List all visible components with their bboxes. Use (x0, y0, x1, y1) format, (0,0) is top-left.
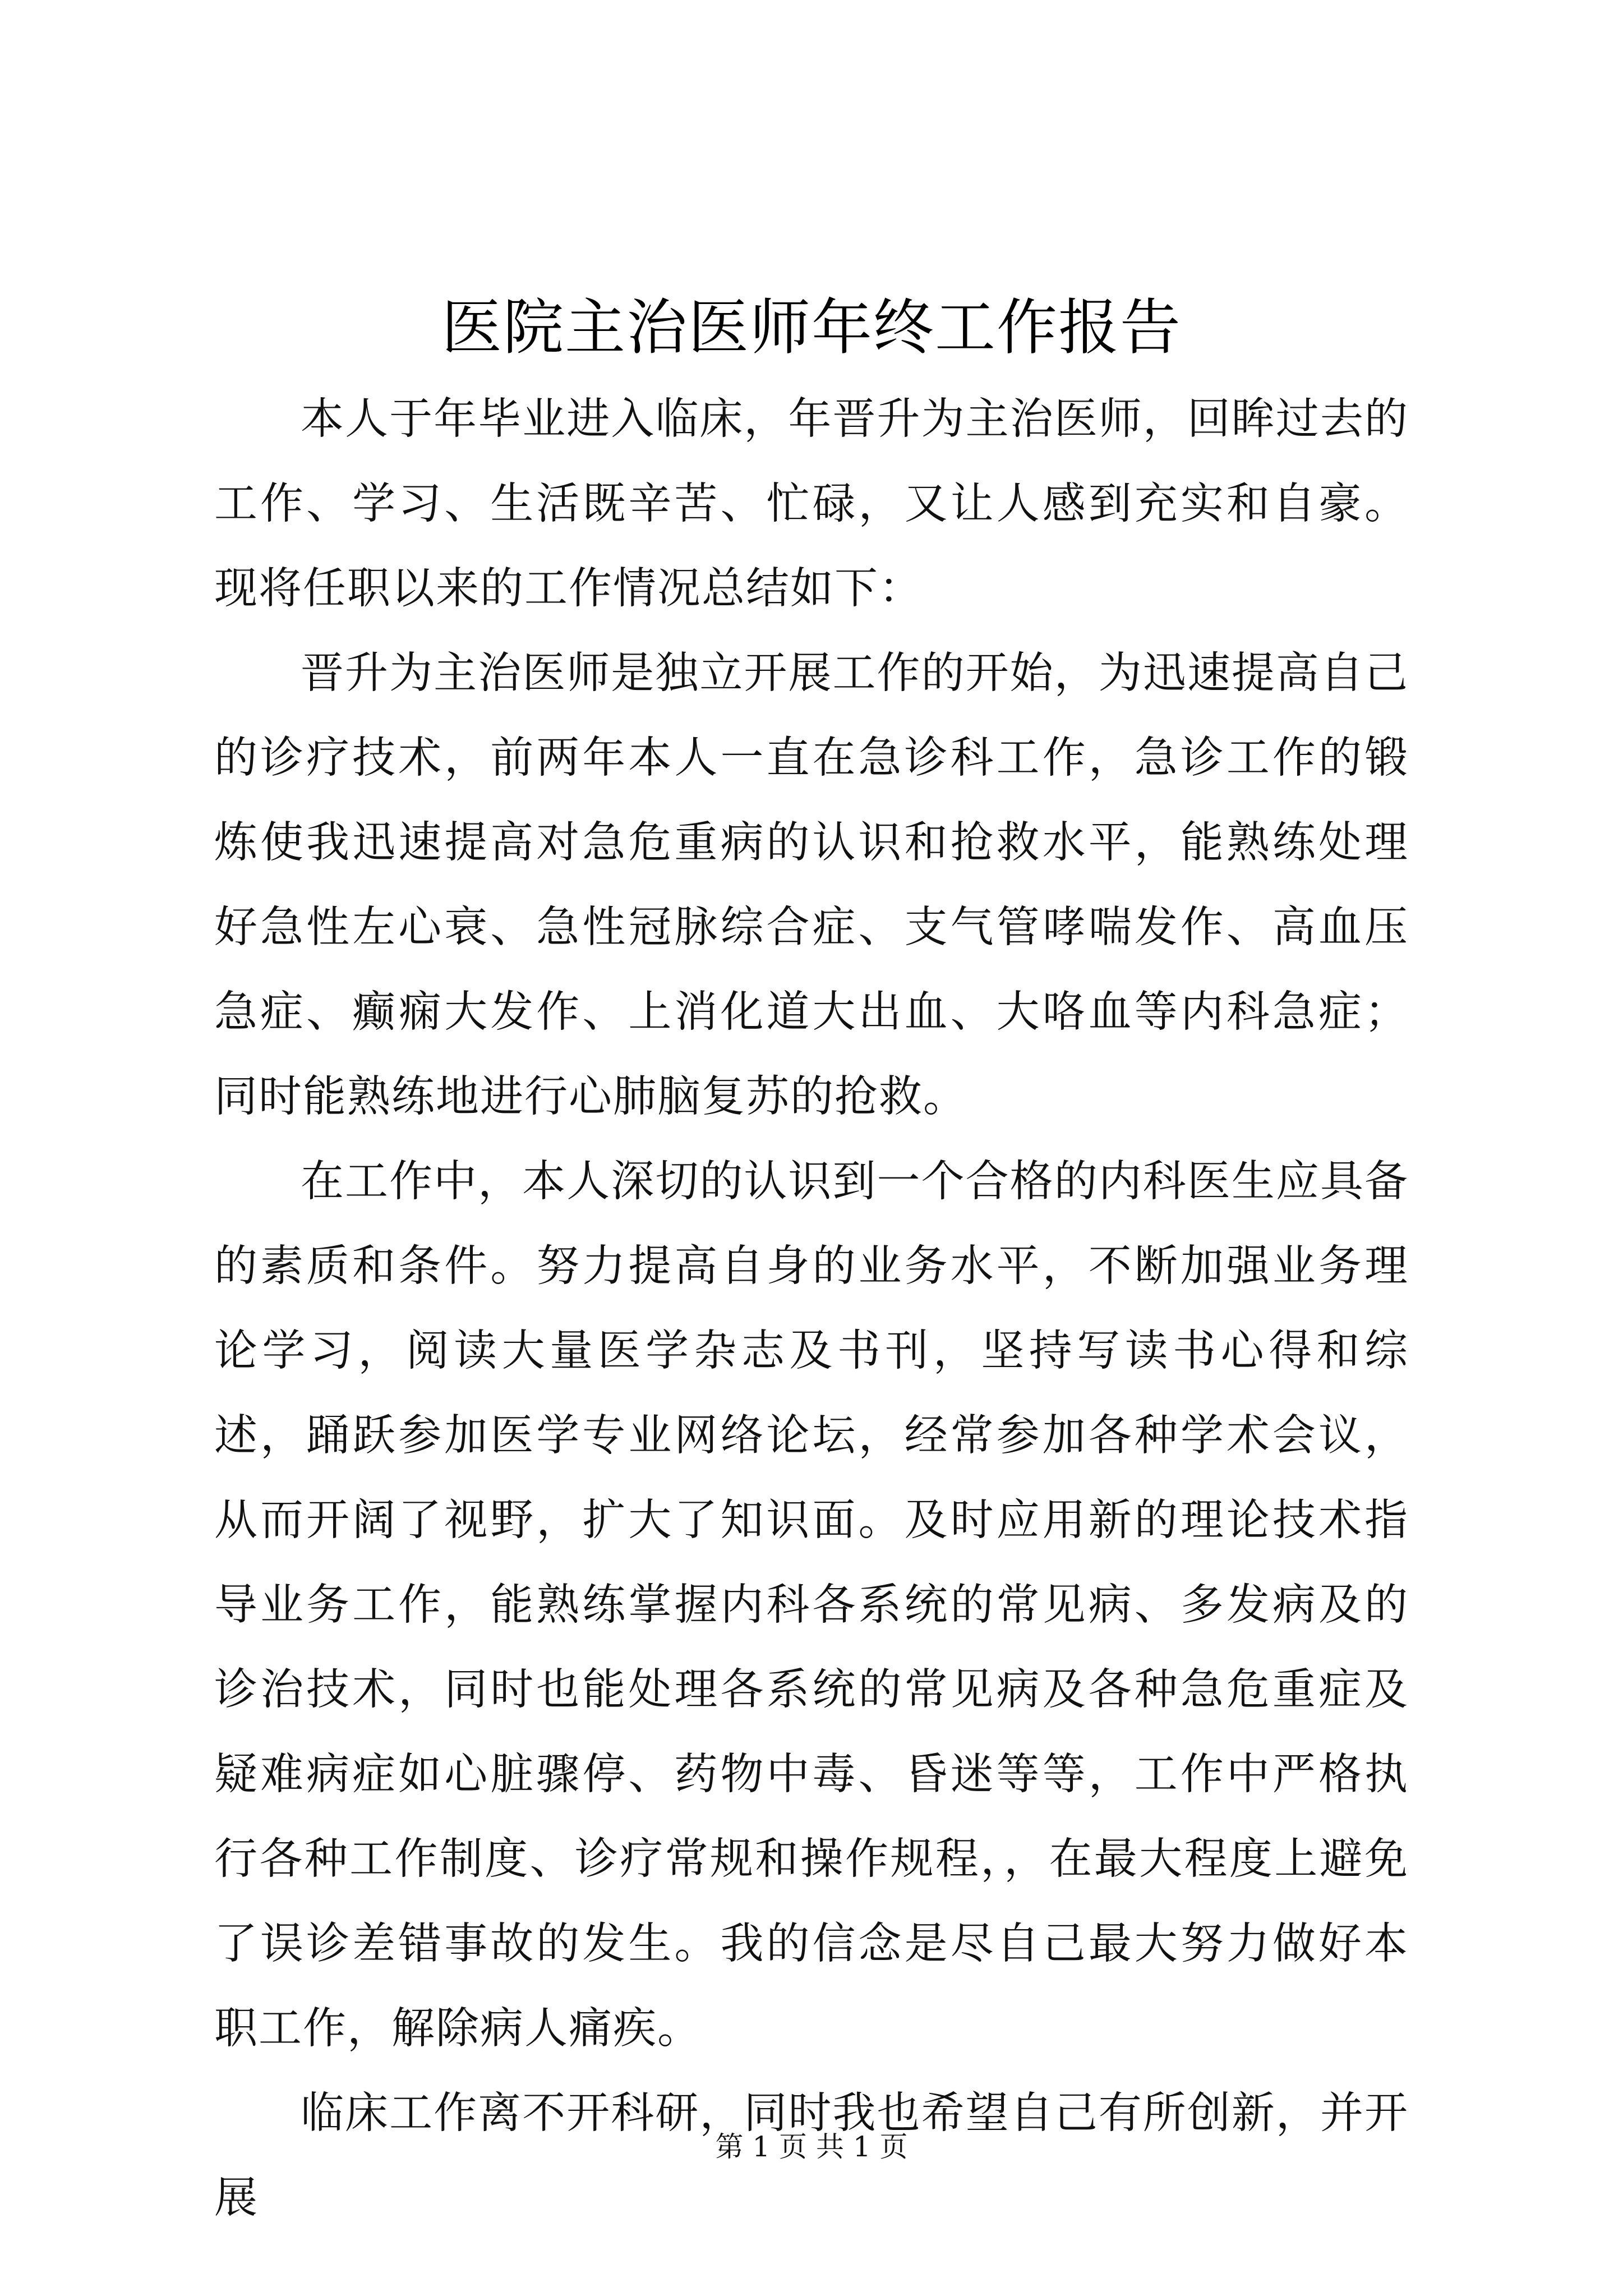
document-body (214, 377, 1409, 2240)
paragraph-emergency-work: 晋升为主治医师是独立开展工作的开始，为迅速提高自己的诊疗技术，前两年本人一直在急诊科工作，急诊工作的锻炼使我迅速提高对急危重病的认识和抢救水平，能熟练处理好急性左心衰、急性冠脉综合症、支气管哮喘发作、高血压急症、癫痫大发作、上消化道大出血、大咯血等内科急症；同时能熟练地进行心肺脑复苏的抢救。 (214, 648, 1409, 1122)
page-footer: 第 1 页 共 1 页 (715, 2131, 908, 2163)
paragraph-research: 临床工作离不开科研，同时我也希望自己有所创新，并开展 (214, 2088, 1409, 2223)
paragraph-intro: 本人于年毕业进入临床，年晋升为主治医师，回眸过去的工作、学习、生活既辛苦、忙碌，又让人感到充实和自豪。现将任职以来的工作情况总结如下： (214, 394, 1409, 614)
paragraph-professional-growth: 在工作中，本人深切的认识到一个合格的内科医生应具备的素质和条件。努力提高自身的业务水平，不断加强业务理论学习，阅读大量医学杂志及书刊，坚持写读书心得和综述，踊跃参加医学专业网络论坛，经常参加各种学术会议，从而开阔了视野，扩大了知识面。及时应用新的理论技术指导业务工作，能熟练掌握内科各系统的常见病、多发病及的诊治技术，同时也能处理各系统的常见病及各种急危重症及疑难病症如心脏骤停、药物中毒、昏迷等等，工作中严格执行各种工作制度、诊疗常规和操作规程，，在最大程度上避免了误诊差错事故的发生。我的信念是尽自己最大努力做好本职工作，解除病人痛疾。 (214, 1157, 1409, 2054)
document-title: 医院主治医师年终工作报告 (441, 293, 1182, 363)
